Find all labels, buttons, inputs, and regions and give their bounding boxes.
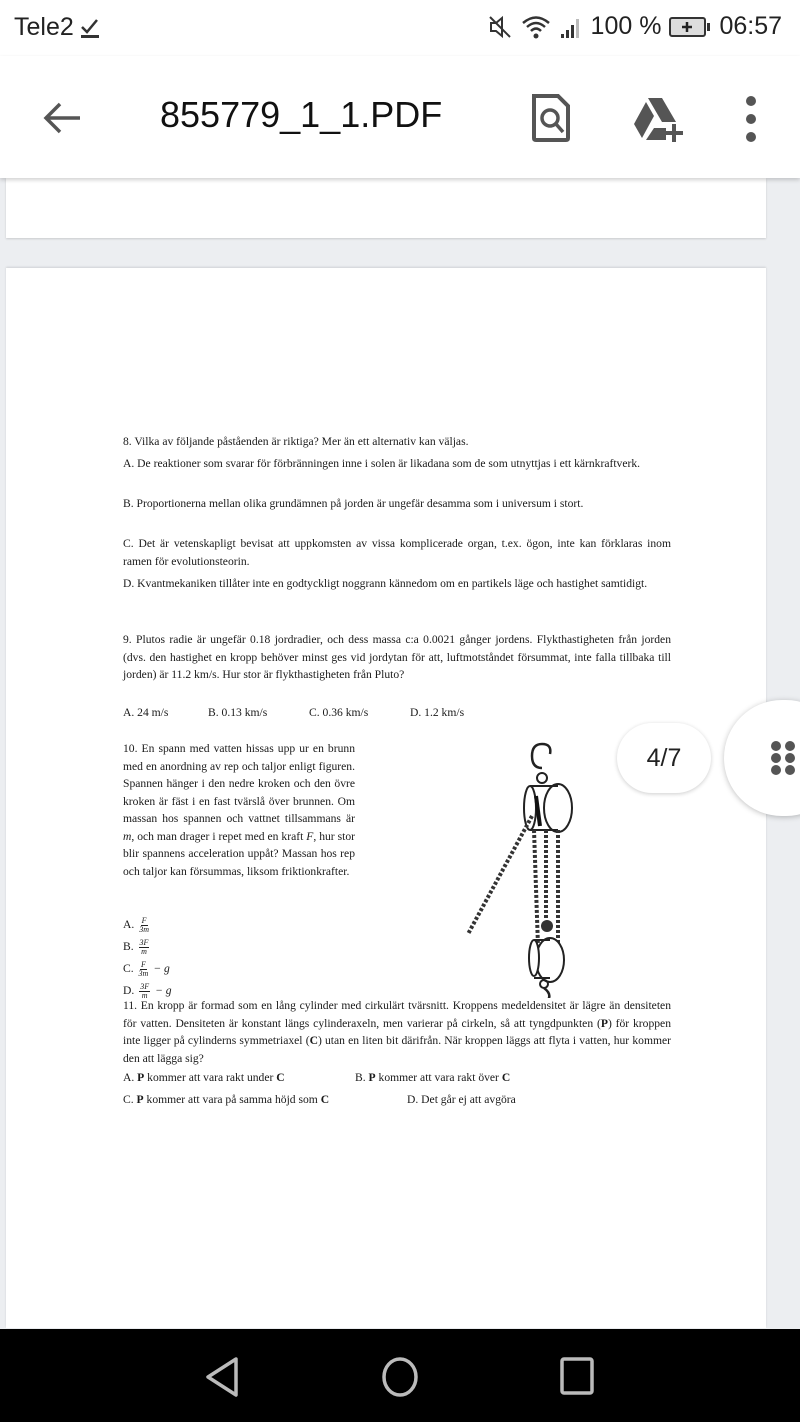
- add-to-drive-icon[interactable]: [632, 96, 684, 142]
- wifi-icon: [521, 14, 551, 40]
- q9-question: 9. Plutos radie är ungefär 0.18 jordradier, och dess massa c:a 0.0021 gånger jordens. Flykthastigheten från jorden (dvs. den hastighet en kropp behöver minst ges vid jordytan för att, luftmotståndet försummat, inte falla tillbaka till jorden) är 11.2 km/s. Hur stor är flykthastigheten från Pluto?: [123, 633, 671, 681]
- nav-home-icon[interactable]: [378, 1355, 422, 1399]
- q11-var-c: C: [309, 1034, 318, 1047]
- nav-recents-icon[interactable]: [556, 1355, 600, 1399]
- q10-text-3: , hur stor blir spannens acceleration uppåt? Massan hos rep och taljor kan försummas, liksom friktionkrafter.: [123, 829, 355, 878]
- carrier-name: Tele2: [14, 13, 74, 41]
- signal-icon: [559, 15, 583, 39]
- q11-text-2: ) för kroppen inte ligger på cylinderns symmetriaxel (: [123, 1016, 672, 1047]
- battery-percent: 100 %: [590, 12, 662, 40]
- q11-var-p: P: [600, 1016, 608, 1030]
- q11-b-text: kommer att vara rakt över: [375, 1071, 502, 1084]
- q11-c-label: C.: [123, 1093, 137, 1106]
- q11-text-3: ) utan en liten bit därifrån. När kroppen läggs att flyta i vatten, hur kommer den att lägga sig?: [123, 1034, 671, 1065]
- fraction-denominator: 3m: [138, 968, 149, 978]
- q10-option: [123, 938, 323, 960]
- fraction-numerator: F: [140, 959, 146, 969]
- fraction-denominator: m: [141, 990, 148, 1000]
- fraction-denominator: 3m: [139, 924, 149, 934]
- q11-options-row-2: [123, 1091, 671, 1109]
- fraction-numerator: F: [141, 915, 147, 925]
- clock: 06:57: [719, 12, 782, 40]
- q11-a-c: C: [276, 1071, 285, 1084]
- q10-option-label: D.: [123, 984, 135, 997]
- app-bar: [0, 56, 800, 178]
- q8-option-d: D. Kvantmekaniken tillåter inte en godtyckligt noggrann kännedom om en partikels läge och hastighet samtidigt.: [123, 577, 648, 590]
- fraction-numerator: 3F: [139, 937, 149, 947]
- q11-options-row-1: [123, 1069, 671, 1087]
- q11-question: [123, 997, 671, 1067]
- checkmark-download-icon: [80, 17, 100, 39]
- q11-c-text: kommer att vara på samma höjd som: [143, 1093, 321, 1106]
- q10-var-m: m: [123, 829, 132, 843]
- q10-text-2: , och man drager i repet med en kraft: [131, 829, 307, 843]
- q11-b-c: C: [501, 1071, 511, 1084]
- q10-option-label: A.: [123, 918, 135, 931]
- q8-option-b: B. Proportionerna mellan olika grundämnen på jorden är ungefär desamma som i universum i stort.: [123, 497, 584, 510]
- q11-text-1: 11. En kropp är formad som en lång cylinder med cirkulärt tvärsnitt. Kroppens medeldensitet är lägre än densiteten för vatten. Densiteten är konstant längs cylinderaxeln, men varierar på cirkeln, så att tyngdpunkten (: [123, 999, 671, 1030]
- q10-text-1: 10. En spann med vatten hissas upp ur en brunn med en anordning av rep och taljor enligt figuren. Spannen hänger i den nedre kroken och den övre kroken är fäst i en fast tvärslå över brunnen. Om massan hos spannen och vattnet tillsammans är: [123, 742, 355, 825]
- q8-option-a: A. De reaktioner som svarar för förbränningen inne i solen är likadana som de som utnyttjas i ett kärnkraftverk.: [123, 457, 641, 470]
- q10-options: [123, 916, 323, 1004]
- status-icons: [487, 12, 782, 41]
- q11-b-p: P: [368, 1071, 376, 1084]
- q8-option-c: C. Det är vetenskapligt bevisat att uppkomsten av vissa komplicerade organ, t.ex. ögon, inte kan förklaras inom ramen för evolutionsteorin.: [123, 537, 671, 568]
- q11-option-c: [123, 1091, 407, 1109]
- pdf-page-4: [6, 268, 766, 1328]
- q10-var-f: F: [306, 829, 314, 843]
- battery-charging-icon: [669, 16, 711, 38]
- q8-question: 8. Vilka av följande påståenden är riktiga? Mer än ett alternativ kan väljas.: [123, 435, 469, 448]
- q10-option-suffix: − g: [154, 984, 172, 997]
- grid-dots-icon: [770, 740, 796, 776]
- back-arrow-icon[interactable]: [40, 96, 84, 140]
- document-title: 855779_1_1.PDF: [160, 94, 443, 135]
- q10-option-suffix: − g: [153, 962, 170, 975]
- nav-back-icon[interactable]: [200, 1355, 244, 1399]
- fraction-numerator: 3F: [140, 981, 150, 991]
- q9-options: [123, 704, 671, 722]
- q9-option-a: A. 24 m/s: [123, 706, 169, 719]
- fraction-denominator: m: [141, 946, 147, 956]
- q9-option-c: C. 0.36 km/s: [309, 706, 369, 719]
- q10-option-fraction: [139, 961, 149, 978]
- q11-option-d: D. Det går ej att avgöra: [407, 1093, 516, 1106]
- carrier-group: [14, 13, 100, 42]
- q11-option-a: [123, 1069, 355, 1087]
- q10-option-fraction: [139, 917, 149, 934]
- q11-a-label: A.: [123, 1071, 138, 1084]
- system-nav-bar: [0, 1329, 800, 1422]
- q11-c-c: C: [320, 1093, 330, 1106]
- q10-option: [123, 916, 323, 938]
- q11-b-label: B.: [355, 1071, 369, 1084]
- q11-c-p: P: [136, 1093, 144, 1106]
- q11-option-b: [355, 1071, 510, 1084]
- pdf-page-3: [6, 178, 766, 238]
- q9-option-b: B. 0.13 km/s: [208, 706, 268, 719]
- q11-a-p: P: [137, 1071, 145, 1084]
- page-indicator: 4/7: [617, 723, 711, 793]
- more-vert-icon[interactable]: [740, 94, 762, 144]
- q10-option-label: B.: [123, 940, 134, 953]
- pulley-block-hoist-illustration: [454, 738, 574, 998]
- q9-option-d: D. 1.2 km/s: [410, 706, 465, 719]
- q10-option-label: C.: [123, 962, 134, 975]
- find-in-page-icon[interactable]: [530, 92, 572, 144]
- q10-question: [123, 740, 355, 880]
- q11-a-text: kommer att vara rakt under: [144, 1071, 277, 1084]
- status-bar: [0, 0, 800, 56]
- q10-option: [123, 960, 323, 982]
- q10-option-fraction: [139, 939, 150, 956]
- mute-icon: [487, 14, 513, 40]
